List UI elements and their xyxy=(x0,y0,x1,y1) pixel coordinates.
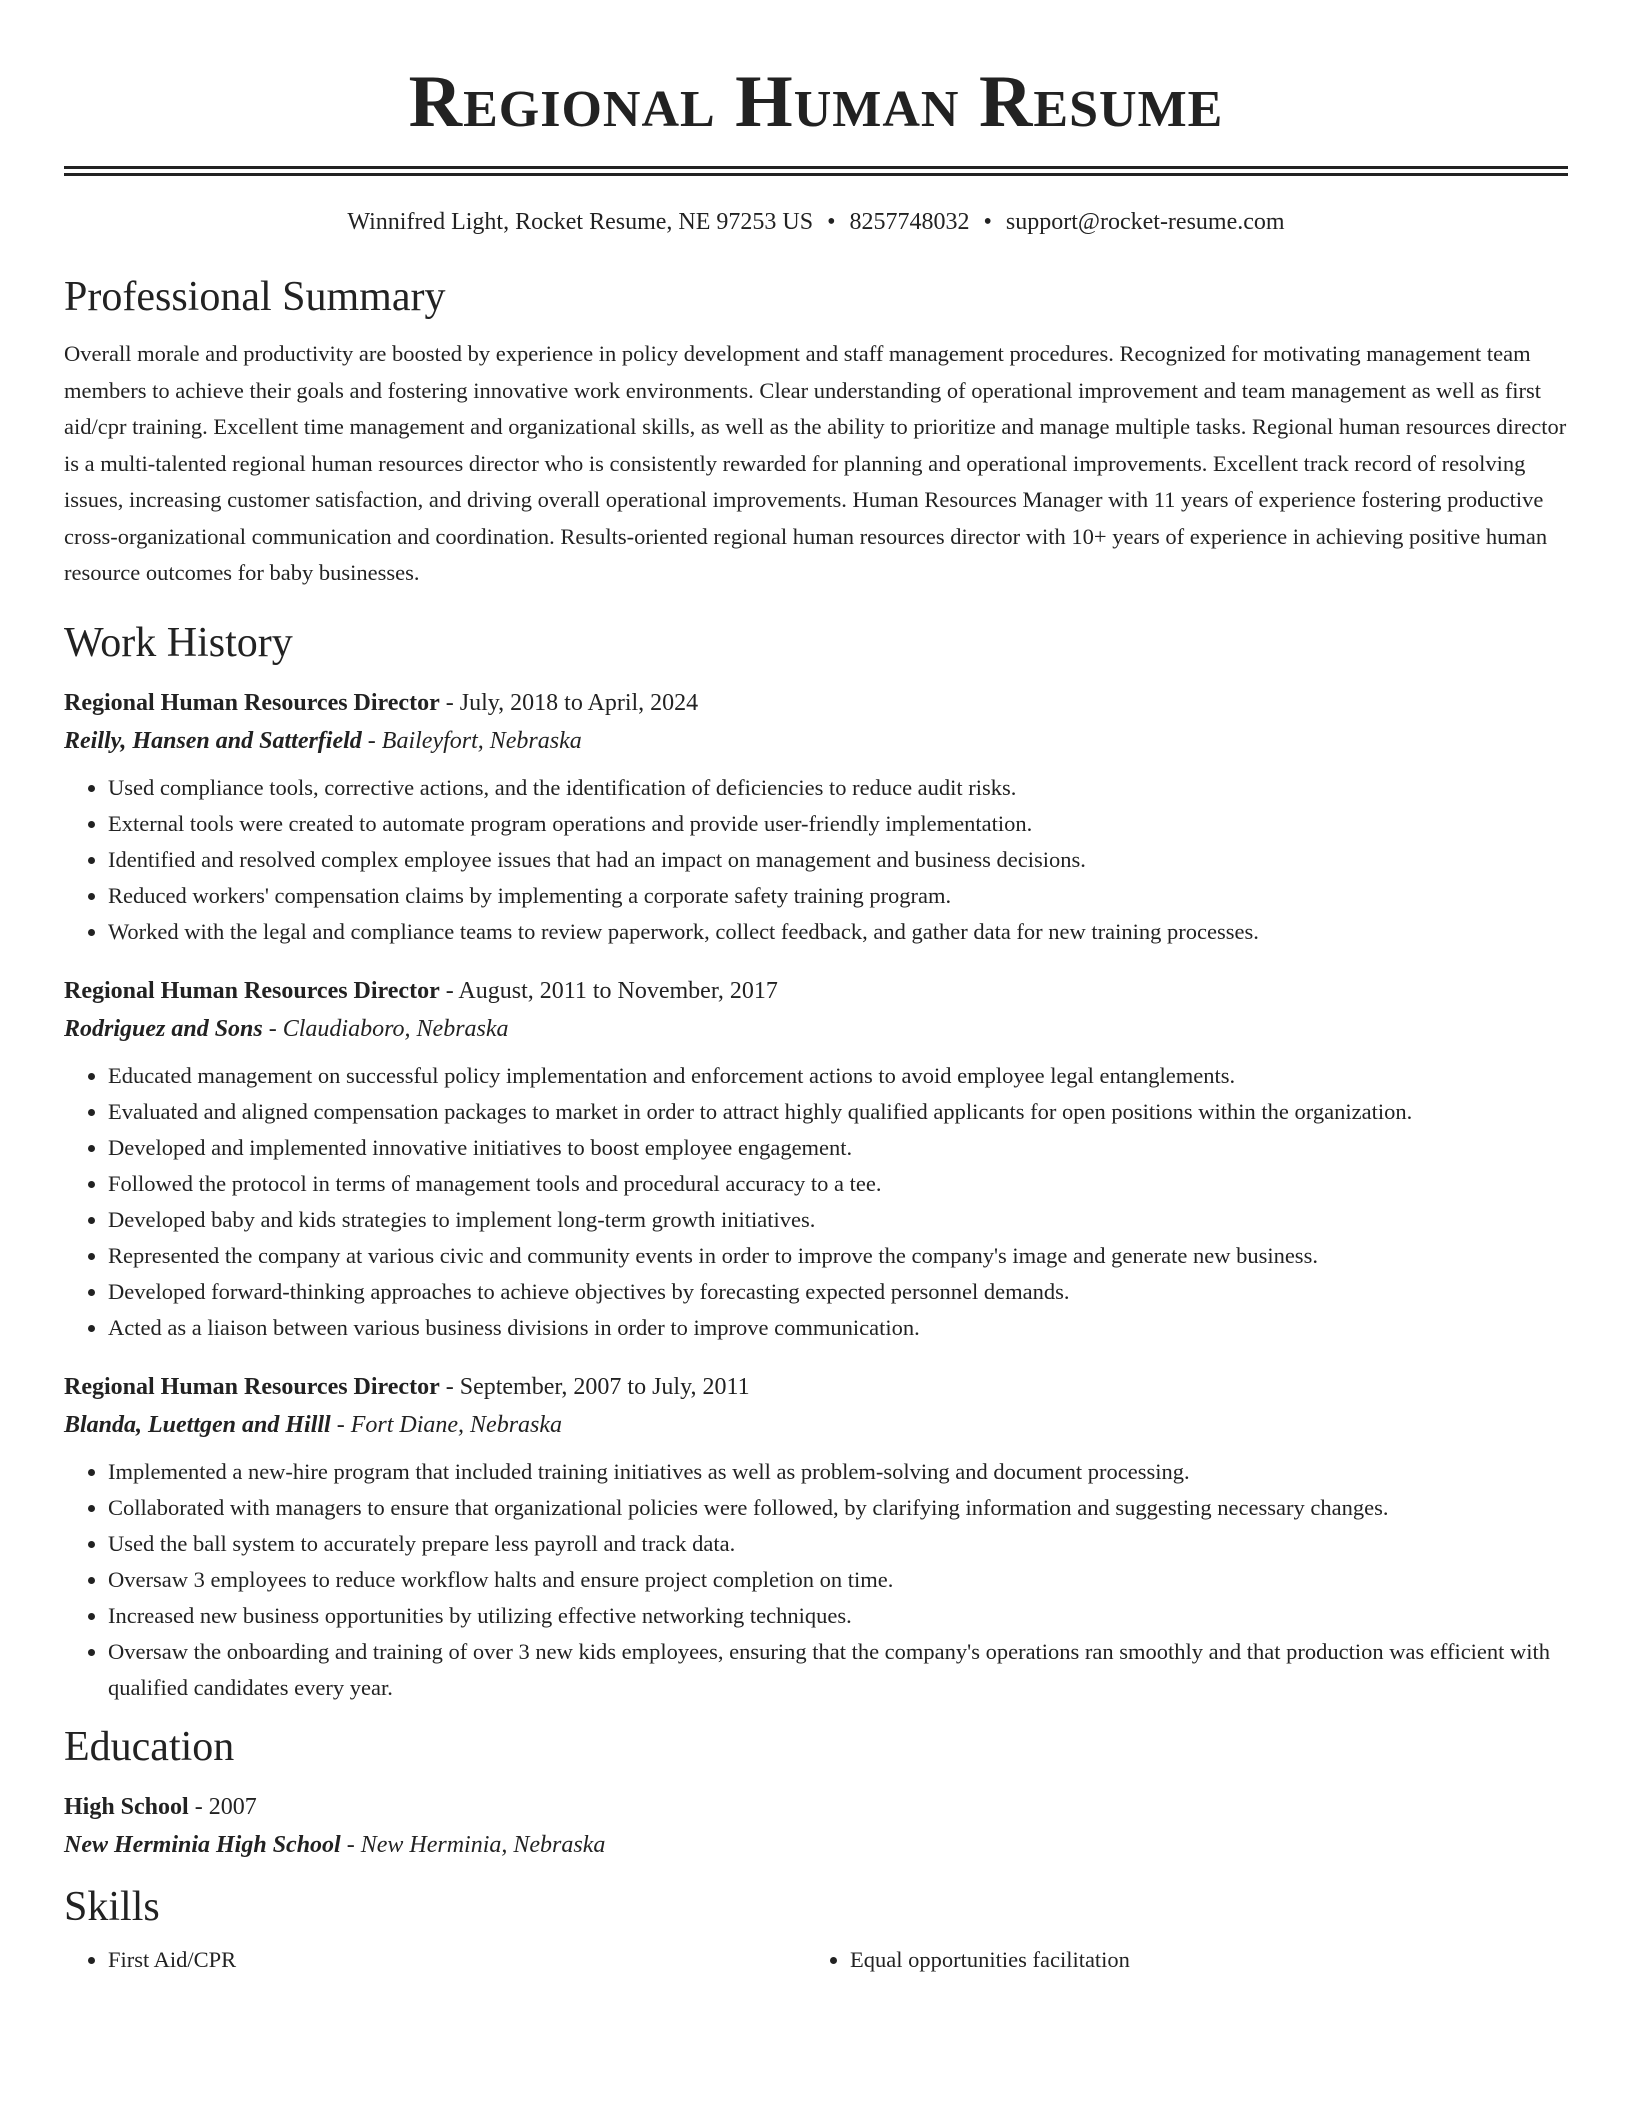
education-location: - New Herminia, Nebraska xyxy=(340,1831,606,1858)
skills-heading: Skills xyxy=(64,1883,160,1930)
company-line xyxy=(64,1010,1568,1048)
company-name: Blanda, Luettgen and Hilll xyxy=(64,1411,331,1438)
list-item: • Developed and implemented innovative initiatives to boost employee engagement. xyxy=(108,1130,1568,1166)
company-location: - Claudiaboro, Nebraska xyxy=(262,1015,509,1042)
job-entry xyxy=(64,1368,1568,1706)
job-title-line xyxy=(64,684,1568,722)
list-item: • Oversaw 3 employees to reduce workflow halts and ensure project completion on time. xyxy=(108,1562,1568,1598)
list-item: • Represented the company at various civic and community events in order to improve the company's image and generate new business. xyxy=(108,1238,1568,1274)
contact-phone: 8257748032 xyxy=(849,209,970,235)
education-degree: High School xyxy=(64,1793,189,1820)
company-name: Reilly, Hansen and Satterfield xyxy=(64,727,362,754)
summary-text: Overall morale and productivity are boosted by experience in policy development and staff management procedures. Recognized for motivating management team members to achieve their goals and fostering innovative work environments. Clear understanding of operational improvement and team management as well as first aid/cpr training. Excellent time management and organizational skills, as well as the ability to prioritize and manage multiple tasks. Regional human resources director is a multi-talented regional human resources director who is consistently rewarded for planning and operational improvements. Excellent track record of resolving issues, increasing customer satisfaction, and driving overall operational improvements. Human Resources Manager with 11 years of experience fostering productive cross-organizational communication and coordination. Results-oriented regional human resources director with 10+ years of experience in achieving positive human resource outcomes for baby businesses. xyxy=(64,341,1567,585)
job-title: Regional Human Resources Director xyxy=(64,1373,440,1400)
list-item: • Oversaw the onboarding and training of over 3 new kids employees, ensuring that the company's operations ran smoothly and that production was efficient with qualified candidates every year. xyxy=(108,1634,1568,1706)
skills-column-left xyxy=(64,1942,806,1978)
contact-line xyxy=(64,206,1568,238)
resume-page xyxy=(64,0,1568,1978)
contact-email: support@rocket-resume.com xyxy=(1005,209,1285,235)
list-item: • Followed the protocol in terms of management tools and procedural accuracy to a tee. xyxy=(108,1166,1568,1202)
contact-address: Winnifred Light, Rocket Resume, NE 97253 US xyxy=(347,209,814,235)
job-title: Regional Human Resources Director xyxy=(64,689,440,716)
company-location: - Baileyfort, Nebraska xyxy=(361,727,582,754)
job-dates: - August, 2011 to November, 2017 xyxy=(439,977,778,1004)
education-heading: Education xyxy=(64,1723,235,1770)
job-entry xyxy=(64,684,1568,950)
job-dates: - September, 2007 to July, 2011 xyxy=(439,1373,750,1400)
list-item: • First Aid/CPR xyxy=(108,1942,806,1978)
education-school: New Herminia High School xyxy=(64,1831,341,1858)
list-item: • Implemented a new-hire program that included training initiatives as well as problem-solving and document processing. xyxy=(108,1454,1568,1490)
education-year: - 2007 xyxy=(188,1793,257,1820)
work-history-heading: Work History xyxy=(64,619,293,666)
education-school-line xyxy=(64,1826,1568,1864)
company-location: - Fort Diane, Nebraska xyxy=(330,1411,563,1438)
job-title-line xyxy=(64,1368,1568,1406)
list-item: • Used the ball system to accurately prepare less payroll and track data. xyxy=(108,1526,1568,1562)
skills-column-right xyxy=(806,1942,1548,1978)
resume-title: Regional Human Resume xyxy=(408,61,1224,143)
skills-grid xyxy=(64,1942,1568,1978)
separator-dot: • xyxy=(827,209,836,235)
list-item: • Developed forward-thinking approaches to achieve objectives by forecasting expected personnel demands. xyxy=(108,1274,1568,1310)
job-bullets xyxy=(64,1058,1568,1346)
company-line xyxy=(64,1406,1568,1444)
list-item: • Educated management on successful policy implementation and enforcement actions to avoid employee legal entanglements. xyxy=(108,1058,1568,1094)
company-line xyxy=(64,722,1568,760)
separator-dot: • xyxy=(983,209,992,235)
list-item: • Collaborated with managers to ensure that organizational policies were followed, by clarifying information and suggesting necessary changes. xyxy=(108,1490,1568,1526)
job-bullets xyxy=(64,770,1568,950)
list-item: • Used compliance tools, corrective actions, and the identification of deficiencies to reduce audit risks. xyxy=(108,770,1568,806)
list-item: • Developed baby and kids strategies to implement long-term growth initiatives. xyxy=(108,1202,1568,1238)
company-name: Rodriguez and Sons xyxy=(64,1015,263,1042)
title-divider xyxy=(64,166,1568,176)
job-title: Regional Human Resources Director xyxy=(64,977,440,1004)
list-item: • Equal opportunities facilitation xyxy=(850,1942,1548,1978)
list-item: • Increased new business opportunities by utilizing effective networking techniques. xyxy=(108,1598,1568,1634)
list-item: • Acted as a liaison between various business divisions in order to improve communication. xyxy=(108,1310,1568,1346)
job-entry xyxy=(64,972,1568,1346)
list-item: • Worked with the legal and compliance teams to review paperwork, collect feedback, and gather data for new training processes. xyxy=(108,914,1568,950)
list-item: • Evaluated and aligned compensation packages to market in order to attract highly qualified applicants for open positions within the organization. xyxy=(108,1094,1568,1130)
job-dates: - July, 2018 to April, 2024 xyxy=(439,689,699,716)
list-item: • Identified and resolved complex employee issues that had an impact on management and business decisions. xyxy=(108,842,1568,878)
job-bullets xyxy=(64,1454,1568,1706)
list-item: • External tools were created to automate program operations and provide user-friendly implementation. xyxy=(108,806,1568,842)
summary-heading: Professional Summary xyxy=(64,274,446,320)
job-title-line xyxy=(64,972,1568,1010)
list-item: • Reduced workers' compensation claims by implementing a corporate safety training program. xyxy=(108,878,1568,914)
education-degree-line xyxy=(64,1788,1568,1826)
